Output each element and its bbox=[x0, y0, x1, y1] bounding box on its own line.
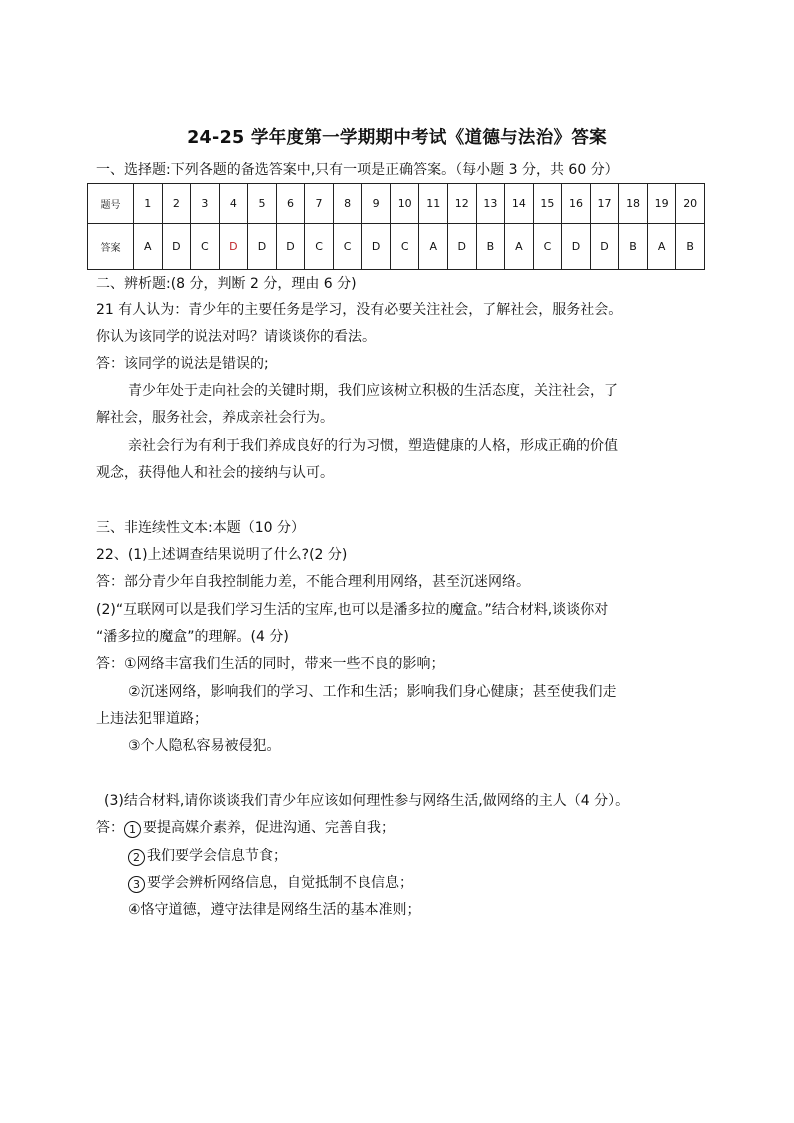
page-title: 24-25 学年度第一学期期中考试《道德与法治》答案 bbox=[187, 128, 607, 148]
answer-22-3-point3: 要学会辨析网络信息，自觉抵制不良信息； bbox=[147, 875, 413, 891]
circled-number-1: 1 bbox=[124, 821, 141, 838]
number-cell: 12 bbox=[448, 184, 477, 224]
question-22-1: 22、(1)上述调查结果说明了什么?(2 分) bbox=[96, 547, 348, 563]
answer-cell: D bbox=[448, 224, 477, 270]
answer-21-verdict: 答：该同学的说法是错误的; bbox=[96, 356, 269, 372]
section1-heading: 一、选择题:下列各题的备选答案中,只有一项是正确答案。（每小题 3 分，共 60 分） bbox=[96, 162, 619, 178]
answer-21-para1-line2: 解社会，服务社会，养成亲社会行为。 bbox=[96, 410, 334, 426]
number-cell: 16 bbox=[562, 184, 591, 224]
numbers-label: 题号 bbox=[88, 184, 134, 224]
question-21-line2: 你认为该同学的说法对吗？请谈谈你的看法。 bbox=[96, 329, 376, 345]
answer-22-3-point4: ④恪守道德，遵守法律是网络生活的基本准则； bbox=[128, 902, 421, 918]
answer-cell: B bbox=[476, 224, 505, 270]
answer-cell: D bbox=[362, 224, 391, 270]
answer-cell: A bbox=[647, 224, 676, 270]
number-cell: 13 bbox=[476, 184, 505, 224]
number-cell: 6 bbox=[276, 184, 305, 224]
number-cell: 5 bbox=[248, 184, 277, 224]
number-cell: 2 bbox=[162, 184, 191, 224]
answer-cell: D bbox=[162, 224, 191, 270]
answer-22-3-row3 bbox=[128, 873, 413, 893]
number-cell: 19 bbox=[647, 184, 676, 224]
question-22-2-line1: (2)“互联网可以是我们学习生活的宝库,也可以是潘多拉的魔盒。”结合材料,谈谈你对 bbox=[96, 602, 609, 618]
answer-cell: C bbox=[390, 224, 419, 270]
question-22-2-line2: “潘多拉的魔盒”的理解。(4 分) bbox=[96, 629, 289, 645]
number-cell: 4 bbox=[219, 184, 248, 224]
answer-21-para2-line1: 亲社会行为有利于我们养成良好的行为习惯，塑造健康的人格，形成正确的价值 bbox=[128, 438, 618, 454]
circled-number-2: 2 bbox=[128, 849, 145, 866]
number-cell: 18 bbox=[619, 184, 648, 224]
answer-21-para2-line2: 观念，获得他人和社会的接纳与认可。 bbox=[96, 465, 334, 481]
number-cell: 20 bbox=[676, 184, 705, 224]
answer-cell: D bbox=[248, 224, 277, 270]
answer-cell: A bbox=[419, 224, 448, 270]
answer-22-3-row1 bbox=[96, 818, 395, 838]
section2-heading: 二、辨析题:(8 分，判断 2 分，理由 6 分) bbox=[96, 276, 357, 292]
number-cell: 14 bbox=[505, 184, 534, 224]
circled-number-3: 3 bbox=[128, 876, 145, 893]
number-cell: 7 bbox=[305, 184, 334, 224]
answer-cell: C bbox=[191, 224, 220, 270]
answer-21-para1-line1: 青少年处于走向社会的关键时期，我们应该树立积极的生活态度，关注社会，了 bbox=[128, 383, 618, 399]
answer-22-3-row2 bbox=[128, 846, 287, 866]
answer-22-3-point2: 我们要学会信息节食； bbox=[147, 848, 287, 864]
answer-prefix: 答： bbox=[96, 820, 124, 836]
answer-cell: A bbox=[134, 224, 163, 270]
answers-label: 答案 bbox=[88, 224, 134, 270]
number-cell: 1 bbox=[134, 184, 163, 224]
table-row-answers bbox=[88, 224, 705, 270]
number-cell: 17 bbox=[590, 184, 619, 224]
answer-table bbox=[87, 183, 705, 270]
answer-cell: A bbox=[505, 224, 534, 270]
answer-cell: B bbox=[619, 224, 648, 270]
number-cell: 10 bbox=[390, 184, 419, 224]
answer-cell: C bbox=[533, 224, 562, 270]
answer-22-2-point2-line2: 上违法犯罪道路； bbox=[96, 711, 208, 727]
section3-heading: 三、非连续性文本:本题（10 分） bbox=[96, 520, 305, 536]
table-row-numbers bbox=[88, 184, 705, 224]
answer-22-2-point3: ③个人隐私容易被侵犯。 bbox=[128, 738, 281, 754]
question-22-3: (3)结合材料,请你谈谈我们青少年应该如何理性参与网络生活,做网络的主人（4 分）。 bbox=[104, 793, 630, 809]
answer-cell: D bbox=[276, 224, 305, 270]
answer-cell: C bbox=[305, 224, 334, 270]
number-cell: 15 bbox=[533, 184, 562, 224]
answer-cell-highlighted: D bbox=[219, 224, 248, 270]
answer-cell: C bbox=[333, 224, 362, 270]
answer-cell: D bbox=[562, 224, 591, 270]
answer-22-2-point2-line1: ②沉迷网络，影响我们的学习、工作和生活；影响我们身心健康；甚至使我们走 bbox=[128, 684, 617, 700]
answer-cell: B bbox=[676, 224, 705, 270]
number-cell: 3 bbox=[191, 184, 220, 224]
answer-22-1: 答：部分青少年自我控制能力差，不能合理利用网络，甚至沉迷网络。 bbox=[96, 574, 530, 590]
number-cell: 9 bbox=[362, 184, 391, 224]
answer-22-2-point1: 答：①网络丰富我们生活的同时，带来一些不良的影响； bbox=[96, 656, 445, 672]
answer-cell: D bbox=[590, 224, 619, 270]
number-cell: 11 bbox=[419, 184, 448, 224]
answer-22-3-point1: 要提高媒介素养，促进沟通、完善自我； bbox=[143, 820, 395, 836]
number-cell: 8 bbox=[333, 184, 362, 224]
question-21-line1: 21 有人认为：青少年的主要任务是学习，没有必要关注社会，了解社会，服务社会。 bbox=[96, 302, 623, 318]
